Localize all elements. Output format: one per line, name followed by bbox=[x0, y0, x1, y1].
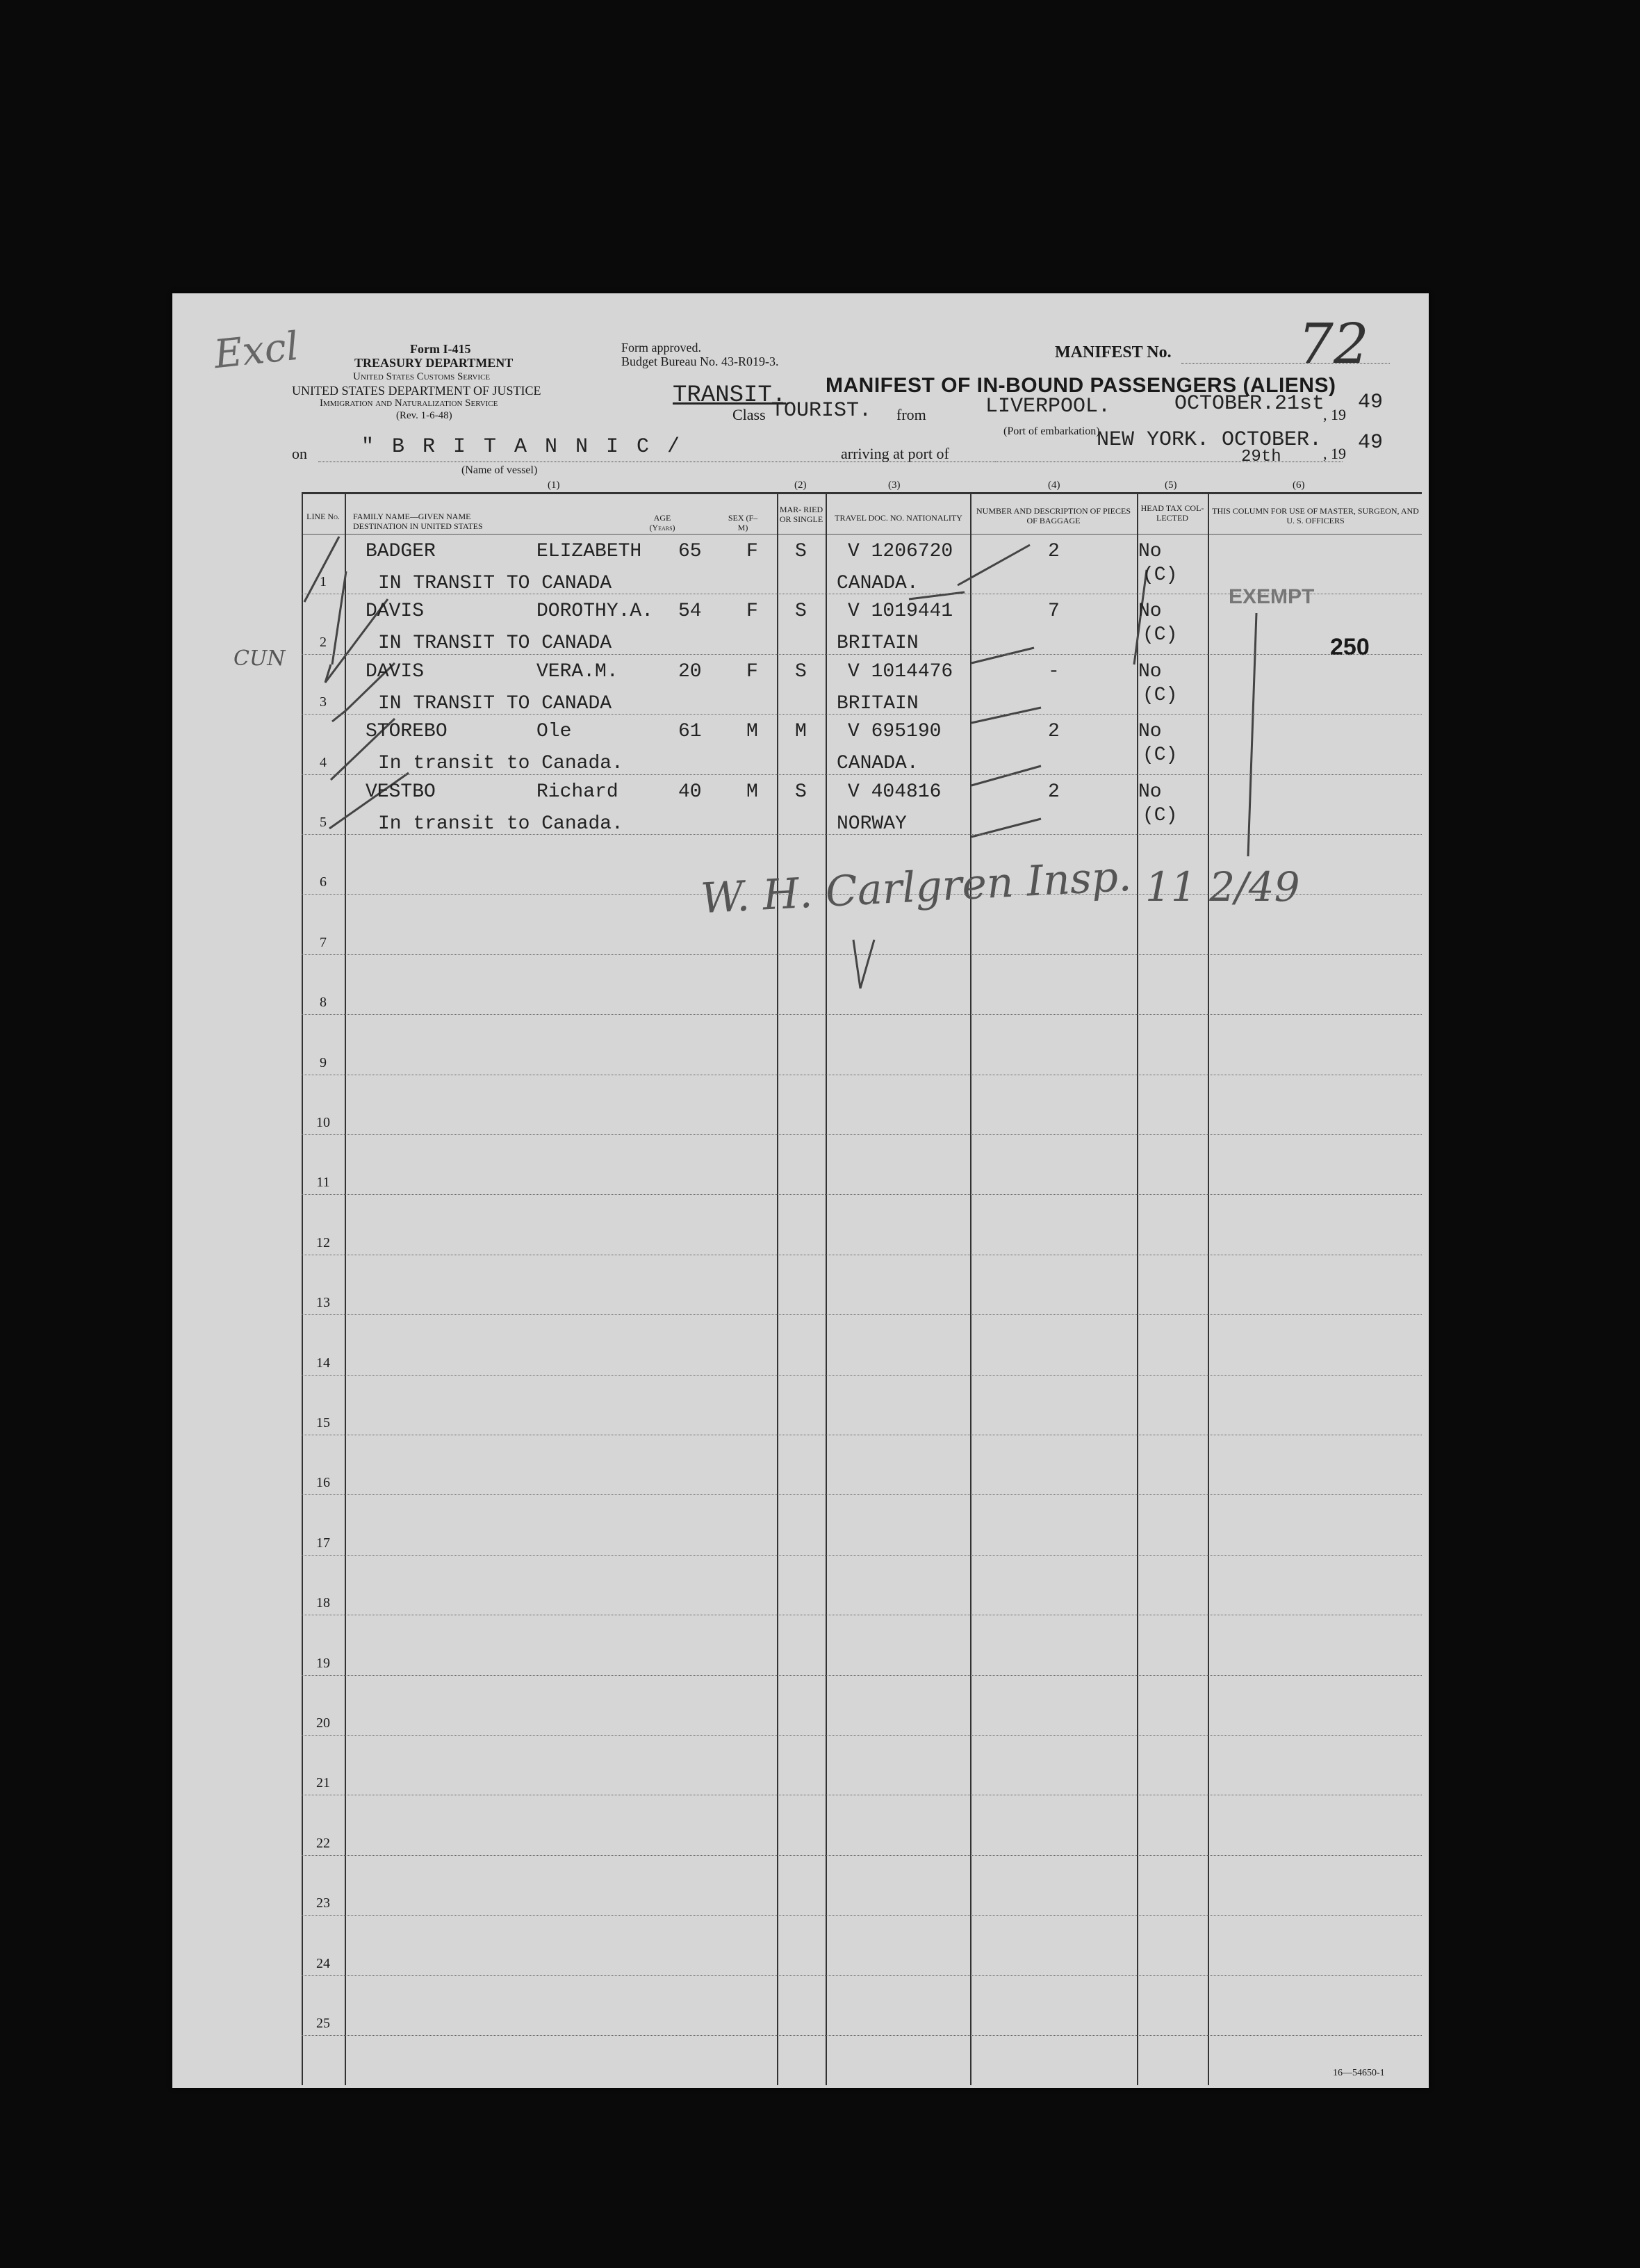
ins-label: Immigration and Naturalization Service bbox=[320, 398, 498, 409]
passenger-tax: No bbox=[1138, 721, 1162, 743]
class-label: Class bbox=[732, 406, 766, 423]
col-num-5: (5) bbox=[1165, 480, 1177, 491]
passenger-nat: BRITAIN bbox=[837, 633, 919, 655]
row-divider bbox=[302, 1555, 1422, 1556]
passenger-dest: IN TRANSIT TO CANADA bbox=[378, 573, 612, 594]
col-num-3: (3) bbox=[888, 480, 901, 491]
embark-caption: (Port of embarkation) bbox=[1003, 425, 1100, 437]
header-line-no: LINE No. bbox=[306, 512, 340, 521]
passenger-tax: No bbox=[1138, 541, 1162, 562]
line-number: 5 bbox=[320, 815, 327, 830]
year-prefix-2: , 19 bbox=[1323, 445, 1346, 462]
passenger-age: 61 bbox=[678, 721, 702, 743]
passenger-family: STOREBO bbox=[366, 721, 448, 743]
customs-service: United States Customs Service bbox=[353, 371, 491, 382]
passenger-given: Richard bbox=[536, 781, 618, 803]
passenger-age: 65 bbox=[678, 541, 702, 562]
from-port: LIVERPOOL. bbox=[985, 395, 1111, 418]
passenger-doc: V 1019441 bbox=[848, 601, 953, 623]
form-number: Form I-415 bbox=[410, 342, 471, 356]
header-married: MAR- RIED OR SINGLE bbox=[779, 505, 823, 524]
line-number: 17 bbox=[316, 1535, 330, 1551]
row-divider bbox=[302, 2035, 1422, 2036]
line-number: 15 bbox=[316, 1415, 330, 1430]
header-name: FAMILY NAME—GIVEN NAME bbox=[353, 512, 471, 521]
number-250: 250 bbox=[1330, 634, 1370, 660]
passenger-tax-note: (C) bbox=[1142, 564, 1178, 586]
line-number: 2 bbox=[320, 634, 327, 650]
form-approved: Form approved. bbox=[621, 341, 701, 354]
passenger-given: VERA.M. bbox=[536, 660, 618, 683]
line-number: 6 bbox=[320, 874, 327, 890]
exempt-stamp: EXEMPT bbox=[1229, 585, 1315, 608]
line-number: 3 bbox=[320, 694, 327, 710]
line-number: 18 bbox=[316, 1595, 330, 1611]
budget-bureau: Budget Bureau No. 43-R019-3. bbox=[621, 354, 779, 368]
row-divider bbox=[302, 1314, 1422, 1315]
margin-note-cun: CUN bbox=[233, 646, 286, 671]
line-number: 21 bbox=[316, 1775, 330, 1791]
line-number: 20 bbox=[316, 1715, 330, 1731]
passenger-tax: No bbox=[1138, 660, 1162, 683]
passenger-doc: V 1014476 bbox=[848, 660, 953, 683]
line-number: 23 bbox=[316, 1895, 330, 1911]
arriving-label: arriving at port of bbox=[841, 445, 949, 462]
header-officers: THIS COLUMN FOR USE OF MASTER, SURGEON, AND U. S. OFFICERS bbox=[1212, 506, 1419, 525]
from-label: from bbox=[896, 406, 926, 423]
line-number: 19 bbox=[316, 1655, 330, 1671]
passenger-tax-note: (C) bbox=[1142, 684, 1178, 706]
row-divider bbox=[302, 894, 1422, 895]
passenger-sex: M bbox=[746, 781, 758, 803]
header-sex: SEX (F–M) bbox=[728, 513, 758, 532]
row-divider bbox=[302, 954, 1422, 955]
vessel-caption: (Name of vessel) bbox=[461, 464, 538, 476]
row-divider bbox=[302, 1675, 1422, 1676]
passenger-tax-note: (C) bbox=[1142, 744, 1178, 767]
passenger-baggage: 2 bbox=[1048, 541, 1060, 562]
treasury-dept: TREASURY DEPARTMENT bbox=[354, 356, 514, 370]
line-number: 24 bbox=[316, 1955, 330, 1971]
doj-label: UNITED STATES DEPARTMENT OF JUSTICE bbox=[292, 384, 541, 398]
passenger-given: ELIZABETH bbox=[536, 541, 642, 562]
signature-date: 11 2/49 bbox=[1145, 863, 1300, 911]
line-number: 14 bbox=[316, 1355, 330, 1371]
passenger-given: DOROTHY.A. bbox=[536, 601, 654, 623]
transit-label: TRANSIT. bbox=[673, 382, 787, 409]
manifest-title: MANIFEST OF IN-BOUND PASSENGERS (ALIENS) bbox=[826, 374, 1336, 397]
arrival-day: 29th bbox=[1241, 448, 1281, 466]
row-divider bbox=[302, 1975, 1422, 1976]
inspector-signature: W. H. Carlgren Insp. bbox=[699, 851, 1133, 924]
row-divider bbox=[302, 1494, 1422, 1495]
passenger-age: 40 bbox=[678, 781, 702, 803]
year-prefix-1: , 19 bbox=[1323, 406, 1346, 423]
line-number: 12 bbox=[316, 1234, 330, 1250]
line-number: 11 bbox=[316, 1175, 330, 1191]
passenger-sex: F bbox=[746, 660, 758, 683]
on-label: on bbox=[292, 445, 307, 462]
header-baggage: NUMBER AND DESCRIPTION OF PIECES OF BAGGAGE bbox=[976, 506, 1131, 525]
header-travel-doc: TRAVEL DOC. NO. NATIONALITY bbox=[835, 513, 962, 523]
passenger-baggage: - bbox=[1048, 660, 1060, 683]
row-divider bbox=[302, 1375, 1422, 1376]
passenger-age: 20 bbox=[678, 660, 702, 683]
passenger-given: Ole bbox=[536, 721, 572, 743]
header-head-tax: HEAD TAX COL- LECTED bbox=[1140, 503, 1204, 523]
passenger-ms: S bbox=[795, 781, 807, 803]
corner-mark: Excl bbox=[211, 323, 301, 378]
passenger-doc: V 404816 bbox=[848, 781, 942, 803]
line-number: 4 bbox=[320, 754, 327, 770]
line-number: 7 bbox=[320, 934, 327, 950]
row-divider bbox=[302, 1014, 1422, 1015]
class-value: TOURIST. bbox=[771, 399, 872, 423]
passenger-tax: No bbox=[1138, 601, 1162, 623]
footer-code: 16—54650-1 bbox=[1333, 2068, 1385, 2078]
passenger-doc: V 1206720 bbox=[848, 541, 953, 562]
manifest-number: 72 bbox=[1298, 311, 1369, 376]
passenger-tax-note: (C) bbox=[1142, 624, 1178, 646]
passenger-sex: F bbox=[746, 601, 758, 623]
passenger-nat: CANADA. bbox=[837, 753, 919, 775]
line-number: 22 bbox=[316, 1835, 330, 1851]
manifest-page bbox=[172, 293, 1429, 2088]
header-destination: DESTINATION IN UNITED STATES bbox=[353, 521, 483, 531]
passenger-baggage: 2 bbox=[1048, 781, 1060, 803]
passenger-ms: S bbox=[795, 601, 807, 623]
passenger-dest: In transit to Canada. bbox=[378, 753, 623, 775]
line-number: 16 bbox=[316, 1475, 330, 1491]
arrival-year: 49 bbox=[1358, 431, 1384, 455]
passenger-dest: In transit to Canada. bbox=[378, 813, 623, 835]
passenger-nat: BRITAIN bbox=[837, 692, 919, 715]
row-divider bbox=[302, 1855, 1422, 1856]
col-num-4: (4) bbox=[1048, 480, 1060, 491]
passenger-family: DAVIS bbox=[366, 660, 425, 683]
passenger-family: BADGER bbox=[366, 541, 436, 562]
passenger-ms: S bbox=[795, 660, 807, 683]
manifest-no-label: MANIFEST No. bbox=[1055, 343, 1172, 361]
passenger-tax-note: (C) bbox=[1142, 804, 1178, 826]
revision: (Rev. 1-6-48) bbox=[396, 410, 452, 421]
row-divider bbox=[302, 1134, 1422, 1135]
passenger-family: VESTBO bbox=[366, 781, 436, 803]
line-number: 10 bbox=[316, 1115, 330, 1130]
passenger-dest: IN TRANSIT TO CANADA bbox=[378, 692, 612, 715]
col-num-2: (2) bbox=[794, 480, 807, 491]
passenger-dest: IN TRANSIT TO CANADA bbox=[378, 633, 612, 655]
line-number: 9 bbox=[320, 1054, 327, 1070]
row-divider bbox=[302, 1194, 1422, 1195]
passenger-sex: F bbox=[746, 541, 758, 562]
passenger-nat: NORWAY bbox=[837, 813, 907, 835]
passenger-family: DAVIS bbox=[366, 601, 425, 623]
departure-date: OCTOBER.21st bbox=[1174, 392, 1325, 416]
line-number: 13 bbox=[316, 1295, 330, 1311]
checkmark-strokes bbox=[172, 293, 1429, 2088]
passenger-sex: M bbox=[746, 721, 758, 743]
header-age: AGE (Years) bbox=[649, 513, 675, 532]
passenger-tax: No bbox=[1138, 781, 1162, 803]
passenger-ms: M bbox=[795, 721, 807, 743]
line-number: 8 bbox=[320, 995, 327, 1011]
line-number: 1 bbox=[320, 574, 327, 590]
col-num-6: (6) bbox=[1293, 480, 1305, 491]
col-num-1: (1) bbox=[548, 480, 560, 491]
passenger-nat: CANADA. bbox=[837, 573, 919, 594]
passenger-baggage: 7 bbox=[1048, 601, 1060, 623]
vessel-name: " B R I T A N N I C / bbox=[361, 435, 683, 459]
row-divider bbox=[302, 1735, 1422, 1736]
row-divider bbox=[302, 1915, 1422, 1916]
line-number: 25 bbox=[316, 2016, 330, 2031]
passenger-age: 54 bbox=[678, 601, 702, 623]
arrival-port: NEW YORK. OCTOBER. bbox=[1097, 428, 1322, 452]
passenger-doc: V 695190 bbox=[848, 721, 942, 743]
departure-year: 49 bbox=[1358, 391, 1384, 414]
passenger-ms: S bbox=[795, 541, 807, 562]
passenger-baggage: 2 bbox=[1048, 721, 1060, 743]
